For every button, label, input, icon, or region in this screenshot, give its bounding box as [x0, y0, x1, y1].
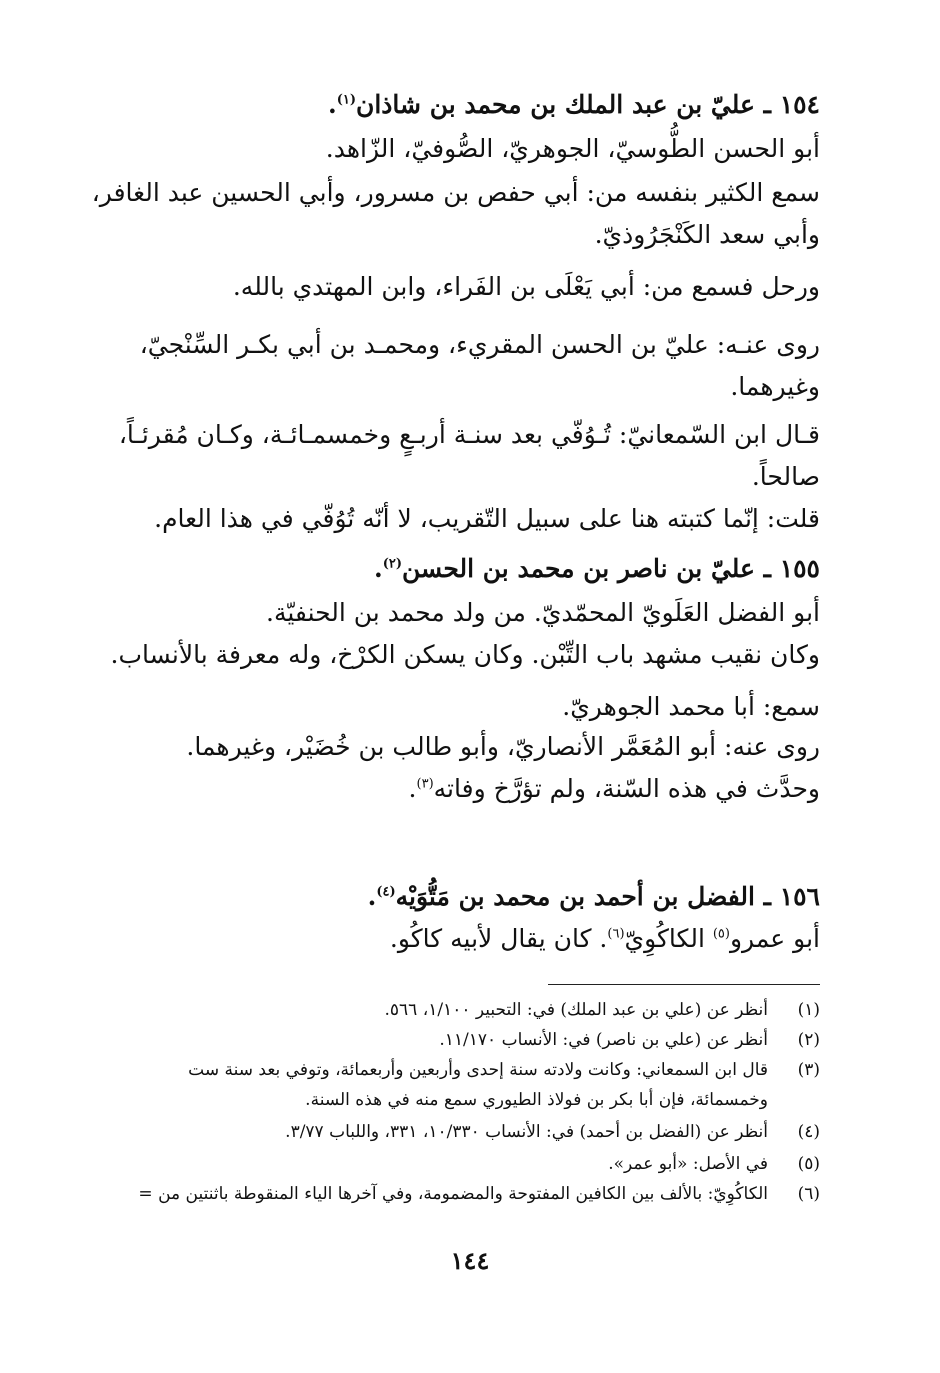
footnote-ref-5[interactable]: (٥)	[712, 926, 730, 942]
footnote-number: (١)	[797, 1000, 820, 1020]
footnote-text: أنظر عن (علي بن ناصر) في: الأنساب ١١/١٧٠.	[439, 1030, 768, 1050]
entry-154-line-1: أبو الحسن الطُّوسيّ، الجوهريّ، الصُّوفيّ، الزّاهد.	[325, 134, 820, 163]
footnote-ref-6[interactable]: (٦)	[607, 926, 625, 942]
entry-155-line-1: أبو الفضل العَلَويّ المحمّديّ. من ولد محمد بن الحنفيّة.	[266, 598, 820, 627]
footnote-text: الكاكُوِيّ: بالألف بين الكافين المفتوحة والمضمومة، وفي آخرها الياء المنقوطة باثنتين من =	[138, 1184, 768, 1204]
entry-156-line-1: أبو عمرو$^{(٥)}$ الكاكُوِيّ$^{(٦)}$. كان يقال لأبيه كاكُو.	[389, 924, 820, 953]
entry-155-line-4: روى عنه: أبو المُعَمَّر الأنصاريّ، وأبو طالب بن خُضَيْر، وغيرهما.	[186, 732, 820, 761]
footnote-3-continued: وخمسمائة، فإن أبا بكر بن فولاذ الطيوري سمع منه في هذه السنة.	[305, 1090, 768, 1110]
entry-155-line-5: وحدَّث في هذه السّنة، ولم تؤرَّخ وفاته$^{(٣)}$.	[408, 774, 820, 803]
entry-154-line-7: قـال ابن السّمعانيّ: تُـوُفّي بعد سنـة أربـعٍ وخمسمـائـة، وكـان مُقرئـاً،	[118, 420, 820, 449]
page-body	[91, 80, 820, 1320]
page-number: ١٤٤	[450, 1246, 490, 1275]
footnote-ref-4[interactable]: (٤)	[376, 884, 396, 900]
entry-156-title: ١٥٦ ـ الفضل بن أحمد بن محمد بن مَتُّوَيْه$^{(٤)}$.	[367, 882, 820, 911]
entry-155-line-2: وكان نقيب مشهد باب التِّبْن. وكان يسكن الكرْخ، وله معرفة بالأنساب.	[110, 640, 820, 669]
footnote-separator	[548, 984, 820, 985]
footnote-number: (٦)	[797, 1184, 820, 1204]
entry-154-line-5: روى عنـه: عليّ بن الحسن المقريء، ومحمـد بن أبي بكـر السِّنْجيّ،	[139, 330, 820, 359]
footnote-number: (٤)	[797, 1122, 820, 1142]
footnote-ref-3[interactable]: (٣)	[416, 776, 434, 792]
footnote-text: في الأصل: «أبو عمر».	[608, 1154, 768, 1174]
footnote-ref-2[interactable]: (٢)	[382, 556, 403, 572]
entry-154-line-3: وأبي سعد الكَنْجَرُوذيّ.	[594, 220, 820, 249]
entry-154-line-6: وغيرهما.	[730, 372, 820, 401]
entry-154-line-9: قلت: إنّما كتبته هنا على سبيل التّقريب، لا أنّه تُوُفّي في هذا العام.	[154, 504, 820, 533]
entry-154-line-4: ورحل فسمع من: أبي يَعْلَى بن الفَراء، وابن المهتدي بالله.	[232, 272, 820, 301]
entry-154-line-8: صالحاً.	[751, 462, 820, 491]
footnote-number: (٣)	[797, 1060, 820, 1080]
footnote-number: (٥)	[797, 1154, 820, 1174]
footnote-text: قال ابن السمعاني: وكانت ولادته سنة إحدى وأربعين وأربعمائة، وتوفي بعد سنة ست	[188, 1060, 768, 1080]
footnote-ref-1[interactable]: (١)	[336, 92, 356, 108]
entry-155-title: ١٥٥ ـ عليّ بن ناصر بن محمد بن الحسن$^{(٢)}$.	[374, 554, 820, 583]
entry-154-line-2: سمع الكثير بنفسه من: أبي حفص بن مسرور، وأبي الحسين عبد الغافر،	[91, 178, 820, 207]
footnote-text: أنظر عن (علي بن عبد الملك) في: التحبير ١/١٠٠، ٥٦٦.	[384, 1000, 768, 1020]
entry-154-title: ١٥٤ ـ عليّ بن عبد الملك بن محمد بن شاذان$^{(١)}$.	[327, 90, 820, 119]
entry-155-line-3: سمع: أبا محمد الجوهريّ.	[562, 692, 820, 721]
footnote-number: (٢)	[797, 1030, 820, 1050]
footnote-text: أنظر عن (الفضل بن أحمد) في: الأنساب ١٠/٣٣٠، ٣٣١، واللباب ٣/٧٧.	[285, 1122, 768, 1142]
